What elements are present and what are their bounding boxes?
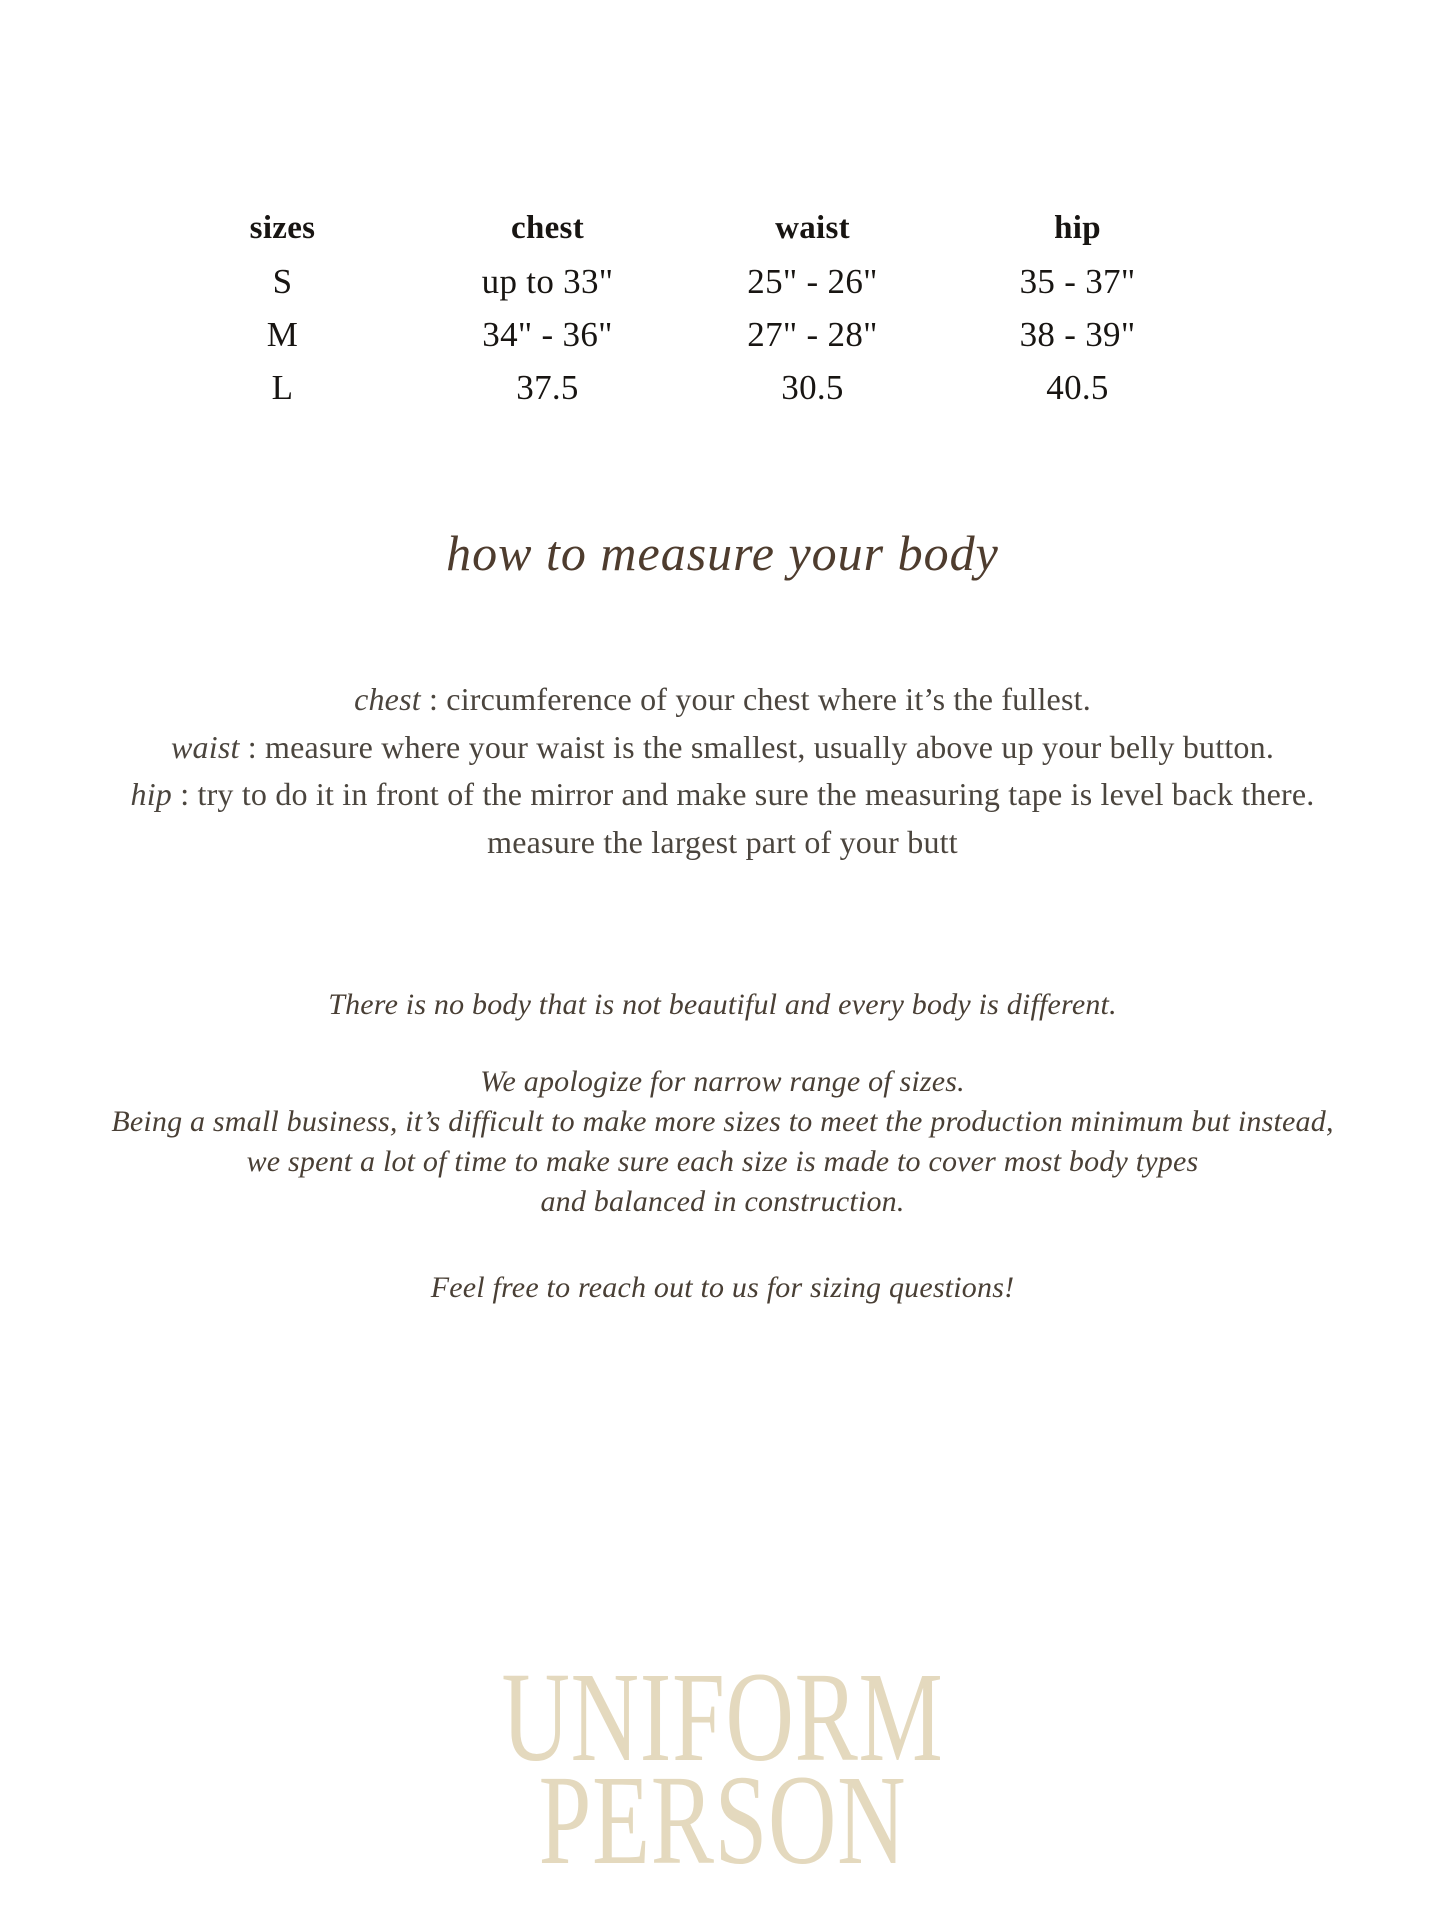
waist-value: 30.5 xyxy=(781,367,844,407)
size-label: L xyxy=(271,367,294,407)
definition-term: hip xyxy=(130,776,172,812)
logo-line-person: PERSON xyxy=(538,1749,907,1891)
column-header-waist: waist xyxy=(775,210,850,246)
note-line: Being a small business, it’s difficult to make more sizes to meet the production minimum but instead, xyxy=(111,1105,1334,1138)
definition-term: chest xyxy=(354,681,421,717)
page-title: how to measure your body xyxy=(446,525,999,581)
uniform-person-logo xyxy=(188,1646,1257,1891)
note-line: we spent a lot of time to make sure each size is made to cover most body types xyxy=(246,1145,1199,1178)
chest-value: 34" - 36" xyxy=(482,314,613,354)
size-table-header-row xyxy=(150,202,1210,255)
logo-line-uniform: UNIFORM xyxy=(501,1646,944,1788)
column-header-hip: hip xyxy=(1054,210,1101,246)
column-header-sizes: sizes xyxy=(249,210,316,246)
note-line: Feel free to reach out to us for sizing questions! xyxy=(430,1271,1015,1304)
definition-text: : circumference of your chest where it’s the fullest. xyxy=(420,681,1091,717)
body-positivity-note xyxy=(0,985,1445,1025)
definition-text: : try to do it in front of the mirror and make sure the measuring tape is level back there. xyxy=(172,776,1315,812)
note-line: There is no body that is not beautiful and every body is different. xyxy=(328,988,1117,1021)
definition-chest xyxy=(0,676,1445,724)
definition-term: waist xyxy=(170,728,240,765)
measure-instructions xyxy=(0,676,1445,866)
contact-note xyxy=(0,1268,1445,1308)
size-label: M xyxy=(266,314,299,354)
hip-value: 38 - 39" xyxy=(1019,314,1136,354)
table-row-size-m xyxy=(150,308,1210,361)
note-line: We apologize for narrow range of sizes. xyxy=(480,1065,965,1098)
definition-hip-continued xyxy=(0,819,1445,867)
definition-text: measure the largest part of your butt xyxy=(487,823,958,860)
waist-value: 27" - 28" xyxy=(747,314,878,354)
waist-value: 25" - 26" xyxy=(747,261,878,301)
chest-value: 37.5 xyxy=(516,367,579,407)
definition-hip xyxy=(0,771,1445,819)
column-header-chest: chest xyxy=(511,210,584,246)
table-row-size-l xyxy=(150,361,1210,414)
chest-value: up to 33" xyxy=(481,261,614,301)
size-chart-table xyxy=(150,202,1210,414)
hip-value: 40.5 xyxy=(1046,367,1109,407)
note-line: and balanced in construction. xyxy=(540,1185,905,1218)
sizing-apology-note xyxy=(0,1062,1445,1222)
table-row-size-s xyxy=(150,255,1210,308)
definition-text: : measure where your waist is the smallest, usually above up your belly button. xyxy=(239,728,1275,765)
definition-waist xyxy=(0,724,1445,772)
size-label: S xyxy=(272,261,293,301)
hip-value: 35 - 37" xyxy=(1019,261,1136,301)
